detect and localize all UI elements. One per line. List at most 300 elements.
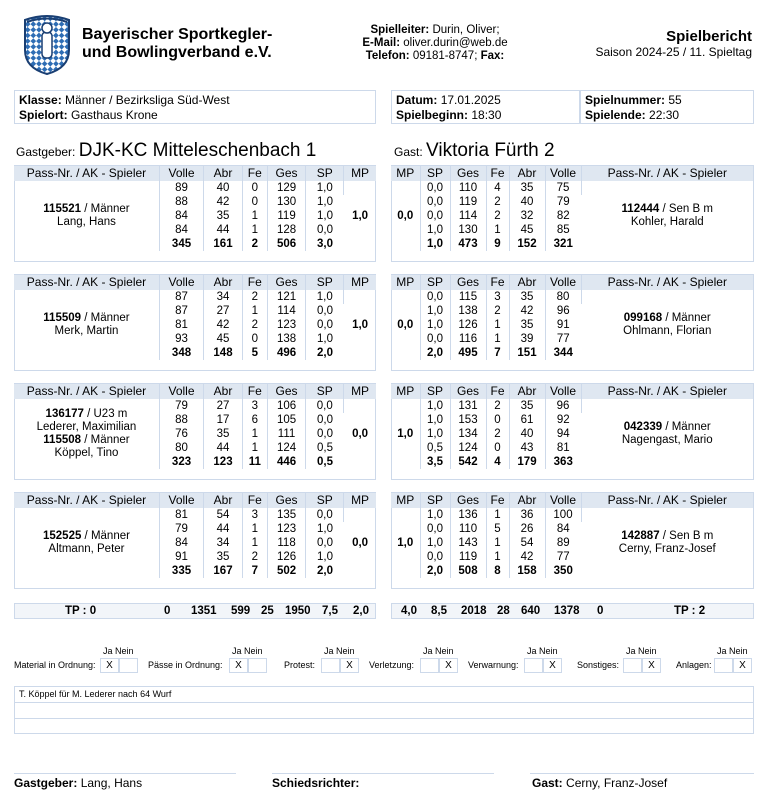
mp-cell: 0,0 xyxy=(391,181,420,251)
value-cell: 42 xyxy=(509,550,545,564)
column-header: Ges xyxy=(450,384,486,399)
value-cell: 1,0 xyxy=(306,290,344,304)
value-cell: 0,0 xyxy=(420,209,450,223)
value-cell: 61 xyxy=(509,413,545,427)
value-cell: 81 xyxy=(159,318,203,332)
value-cell: 2 xyxy=(242,237,267,251)
value-cell: 1,0 xyxy=(420,508,450,522)
column-header: Pass-Nr. / AK - Spieler xyxy=(14,493,159,508)
column-header: MP xyxy=(344,384,376,399)
pass-number: 115509 xyxy=(43,312,82,324)
value-cell: 34 xyxy=(204,536,243,550)
table-header-row xyxy=(14,166,376,181)
ja-checkbox[interactable]: X xyxy=(229,658,248,673)
value-cell: 179 xyxy=(509,455,545,469)
value-cell: 89 xyxy=(159,181,203,195)
value-cell: 323 xyxy=(159,455,203,469)
column-header: Fe xyxy=(486,275,509,290)
value-cell: 130 xyxy=(267,195,306,209)
table-header-row xyxy=(391,275,753,290)
value-cell: 87 xyxy=(159,290,203,304)
value-cell: 502 xyxy=(267,564,306,578)
value-cell: 1 xyxy=(242,441,267,455)
value-cell: 148 xyxy=(204,346,243,360)
value-cell: 35 xyxy=(509,399,545,413)
value-cell: 17 xyxy=(204,413,243,427)
mp-cell: 1,0 xyxy=(391,508,420,578)
value-cell: 35 xyxy=(204,209,243,223)
value-cell: 2 xyxy=(242,318,267,332)
value-cell: 0,0 xyxy=(420,332,450,346)
value-cell: 126 xyxy=(450,318,486,332)
value-cell: 1,0 xyxy=(420,536,450,550)
signature-line xyxy=(530,773,754,774)
age-class: / Männer xyxy=(662,312,711,324)
player-name: Altmann, Peter xyxy=(48,543,125,555)
value-cell: 81 xyxy=(159,508,203,522)
column-header: Fe xyxy=(486,384,509,399)
value-cell: 1,0 xyxy=(420,427,450,441)
value-cell: 136 xyxy=(450,508,486,522)
ja-checkbox[interactable] xyxy=(524,658,543,673)
value-cell: 363 xyxy=(553,456,573,468)
value-cell: 1,0 xyxy=(317,333,334,345)
value-cell: 446 xyxy=(267,455,306,469)
away-totals-row: 4,0 8,5 2018 28 640 1378 0 TP : 2 xyxy=(391,603,754,619)
value-cell: 1,0 xyxy=(420,223,450,237)
value-cell: 0,0 xyxy=(420,550,450,564)
value-cell: 110 xyxy=(450,522,486,536)
value-cell: 42 xyxy=(204,195,243,209)
home-game-table xyxy=(14,493,376,578)
value-cell: 167 xyxy=(204,564,243,578)
value-cell: 152 xyxy=(509,237,545,251)
value-cell: 76 xyxy=(159,427,203,441)
value-cell: 2,0 xyxy=(420,346,450,360)
value-cell: 40 xyxy=(509,427,545,441)
value-cell: 1,0 xyxy=(420,318,450,332)
nein-checkbox[interactable]: X xyxy=(340,658,359,673)
column-header: Abr xyxy=(509,275,545,290)
table-header-row xyxy=(14,384,376,399)
value-cell: 2 xyxy=(242,550,267,564)
check-label: Verwarnung: xyxy=(468,660,519,670)
contact-block: Spielleiter: Durin, Oliver; E-Mail: oliver.durin@web.de Telefon: 09181-8747; Fax: xyxy=(362,24,508,62)
value-cell: 43 xyxy=(509,441,545,455)
pass-number: 142887 xyxy=(621,530,660,542)
column-header: Pass-Nr. / AK - Spieler xyxy=(581,493,753,508)
value-cell: 7 xyxy=(242,564,267,578)
away-game-table xyxy=(391,493,753,578)
value-cell: 100 xyxy=(545,508,581,522)
value-cell: 131 xyxy=(450,399,486,413)
column-header: SP xyxy=(306,493,344,508)
value-cell: 135 xyxy=(267,508,306,522)
value-cell: 0,5 xyxy=(317,456,334,468)
value-cell: 106 xyxy=(267,399,306,413)
table-row xyxy=(14,181,376,195)
age-class: / Männer xyxy=(81,530,130,542)
value-cell: 26 xyxy=(509,522,545,536)
value-cell: 350 xyxy=(553,565,573,577)
value-cell: 35 xyxy=(509,181,545,195)
column-header: Fe xyxy=(242,384,267,399)
value-cell: 40 xyxy=(509,195,545,209)
nein-checkbox[interactable]: X xyxy=(543,658,562,673)
column-header: Ges xyxy=(450,493,486,508)
age-class: / Männer xyxy=(81,203,130,215)
value-cell: 118 xyxy=(267,536,306,550)
value-cell: 42 xyxy=(509,304,545,318)
value-cell: 0,0 xyxy=(420,195,450,209)
age-class: / Männer xyxy=(81,434,130,446)
pass-number: 115508 xyxy=(43,434,82,446)
value-cell: 116 xyxy=(450,332,486,346)
nein-checkbox[interactable]: X xyxy=(642,658,661,673)
table-header-row xyxy=(391,166,753,181)
value-cell: 0,0 xyxy=(420,290,450,304)
column-header: MP xyxy=(344,166,376,181)
value-cell: 1 xyxy=(486,332,509,346)
value-cell: 348 xyxy=(159,346,203,360)
value-cell: 3,5 xyxy=(420,455,450,469)
table-row xyxy=(14,290,376,304)
ja-nein-header: Ja Nein xyxy=(103,646,134,656)
pass-number: 115521 xyxy=(43,203,82,215)
value-cell: 91 xyxy=(556,319,570,331)
value-cell: 1,0 xyxy=(317,551,334,563)
report-heading: Spielbericht Saison 2024-25 / 11. Spieltag xyxy=(595,28,752,59)
column-header: MP xyxy=(391,384,420,399)
value-cell: 45 xyxy=(204,332,243,346)
player-name: Kohler, Harald xyxy=(630,216,704,228)
home-team-title: Gastgeber: DJK-KC Mitteleschenbach 1 xyxy=(16,140,317,161)
league-info-box: Klasse: Männer / Bezirksliga Süd-West Spielort: Gasthaus Krone xyxy=(14,90,376,124)
value-cell: 105 xyxy=(267,413,306,427)
column-header: Volle xyxy=(159,384,203,399)
organization-name: Bayerischer Sportkegler- und Bowlingverband e.V. xyxy=(82,26,273,61)
check-label: Protest: xyxy=(284,660,316,670)
mp-cell: 0,0 xyxy=(352,537,369,549)
value-cell: 35 xyxy=(509,318,545,332)
value-cell: 79 xyxy=(556,196,570,208)
value-cell: 0,5 xyxy=(420,441,450,455)
player-cell xyxy=(581,181,753,251)
ja-checkbox[interactable] xyxy=(714,658,733,673)
table-row xyxy=(391,508,753,522)
nein-checkbox[interactable] xyxy=(248,658,267,673)
value-cell: 0,0 xyxy=(420,522,450,536)
ja-nein-header: Ja Nein xyxy=(324,646,355,656)
column-header: Volle xyxy=(545,166,581,181)
column-header: Abr xyxy=(509,166,545,181)
value-cell: 2 xyxy=(486,304,509,318)
away-game-table xyxy=(391,384,753,469)
ja-checkbox[interactable] xyxy=(321,658,340,673)
column-header: Ges xyxy=(267,493,306,508)
value-cell: 2 xyxy=(486,399,509,413)
value-cell: 85 xyxy=(556,224,570,236)
value-cell: 11 xyxy=(242,455,267,469)
away-team-title: Gast: Viktoria Fürth 2 xyxy=(394,140,555,161)
value-cell: 124 xyxy=(267,441,306,455)
value-cell: 1,0 xyxy=(317,523,334,535)
player-name: Lederer, Maximilian xyxy=(36,421,137,433)
column-header: Fe xyxy=(242,275,267,290)
value-cell: 81 xyxy=(556,442,570,454)
value-cell: 34 xyxy=(204,290,243,304)
value-cell: 1 xyxy=(242,223,267,237)
value-cell: 84 xyxy=(159,209,203,223)
column-header: Abr xyxy=(204,493,243,508)
date-info-box: Datum: 17.01.2025 Spielbeginn: 18:30 xyxy=(391,90,580,124)
column-header: Fe xyxy=(242,493,267,508)
value-cell: 94 xyxy=(556,428,570,440)
value-cell: 138 xyxy=(450,304,486,318)
value-cell: 1 xyxy=(242,209,267,223)
value-cell: 0 xyxy=(242,181,267,195)
ja-nein-header: Ja Nein xyxy=(717,646,748,656)
value-cell: 82 xyxy=(556,210,570,222)
table-header-row xyxy=(391,384,753,399)
column-header: Fe xyxy=(486,493,509,508)
home-game-table xyxy=(14,275,376,360)
table-header-row xyxy=(14,275,376,290)
value-cell: 495 xyxy=(450,346,486,360)
value-cell: 0 xyxy=(486,441,509,455)
value-cell: 119 xyxy=(267,209,306,223)
column-header: SP xyxy=(420,384,450,399)
value-cell: 119 xyxy=(450,550,486,564)
column-header: MP xyxy=(391,166,420,181)
player-cell xyxy=(581,508,753,578)
value-cell: 335 xyxy=(159,564,203,578)
nein-checkbox[interactable]: X xyxy=(733,658,752,673)
value-cell: 153 xyxy=(450,413,486,427)
value-cell: 134 xyxy=(450,427,486,441)
value-cell: 80 xyxy=(545,290,581,304)
bavarian-logo-icon xyxy=(22,10,72,76)
value-cell: 88 xyxy=(159,195,203,209)
value-cell: 123 xyxy=(267,522,306,536)
value-cell: 84 xyxy=(159,223,203,237)
value-cell: 96 xyxy=(545,399,581,413)
value-cell: 0,5 xyxy=(317,442,334,454)
player-cell xyxy=(14,508,159,578)
player-name: Köppel, Tino xyxy=(54,447,119,459)
player-cell xyxy=(581,290,753,360)
column-header: Fe xyxy=(486,166,509,181)
value-cell: 3 xyxy=(242,508,267,522)
ja-checkbox[interactable]: X xyxy=(100,658,119,673)
nein-checkbox[interactable]: X xyxy=(439,658,458,673)
player-cell xyxy=(14,290,159,360)
value-cell: 27 xyxy=(204,399,243,413)
note-line xyxy=(15,719,753,734)
value-cell: 542 xyxy=(450,455,486,469)
column-header: SP xyxy=(420,166,450,181)
value-cell: 496 xyxy=(267,346,306,360)
column-header: Volle xyxy=(159,166,203,181)
column-header: Abr xyxy=(204,275,243,290)
check-label: Anlagen: xyxy=(676,660,712,670)
value-cell: 84 xyxy=(159,536,203,550)
value-cell: 130 xyxy=(450,223,486,237)
value-cell: 0,0 xyxy=(317,224,334,236)
value-cell: 1 xyxy=(486,550,509,564)
value-cell: 0,0 xyxy=(317,319,334,331)
home-game-table xyxy=(14,166,376,251)
value-cell: 79 xyxy=(159,522,203,536)
value-cell: 0,0 xyxy=(317,428,334,440)
column-header: Pass-Nr. / AK - Spieler xyxy=(14,275,159,290)
column-header: Volle xyxy=(545,384,581,399)
value-cell: 1 xyxy=(486,508,509,522)
value-cell: 138 xyxy=(267,332,306,346)
ja-nein-header: Ja Nein xyxy=(527,646,558,656)
age-class: / Männer xyxy=(81,312,130,324)
pass-number: 112444 xyxy=(621,203,660,215)
column-header: Volle xyxy=(159,275,203,290)
value-cell: 1 xyxy=(486,318,509,332)
ja-checkbox[interactable] xyxy=(623,658,642,673)
value-cell: 87 xyxy=(159,304,203,318)
column-header: Pass-Nr. / AK - Spieler xyxy=(581,384,753,399)
table-row xyxy=(391,290,753,304)
column-header: Abr xyxy=(509,384,545,399)
home-signature: Gastgeber: Lang, Hans xyxy=(14,776,143,790)
note-line xyxy=(15,703,753,719)
value-cell: 158 xyxy=(509,564,545,578)
value-cell: 2 xyxy=(242,290,267,304)
value-cell: 1,0 xyxy=(317,210,334,222)
column-header: Pass-Nr. / AK - Spieler xyxy=(581,166,753,181)
away-game-table xyxy=(391,166,753,251)
ja-checkbox[interactable] xyxy=(420,658,439,673)
mp-cell: 1,0 xyxy=(352,319,369,331)
note-line: T. Köppel für M. Lederer nach 64 Wurf xyxy=(15,687,753,703)
check-label: Pässe in Ordnung: xyxy=(148,660,223,670)
value-cell: 1,0 xyxy=(420,237,450,251)
value-cell: 54 xyxy=(204,508,243,522)
value-cell: 1,0 xyxy=(420,399,450,413)
value-cell: 508 xyxy=(450,564,486,578)
column-header: SP xyxy=(306,384,344,399)
player-name: Lang, Hans xyxy=(57,216,116,228)
column-header: Ges xyxy=(450,166,486,181)
value-cell: 114 xyxy=(267,304,306,318)
value-cell: 39 xyxy=(509,332,545,346)
value-cell: 2 xyxy=(486,209,509,223)
column-header: MP xyxy=(391,275,420,290)
mp-cell: 1,0 xyxy=(352,210,369,222)
value-cell: 2,0 xyxy=(317,347,334,359)
value-cell: 88 xyxy=(159,413,203,427)
away-game-table xyxy=(391,275,753,360)
pass-number: 042339 xyxy=(623,421,663,433)
column-header: Ges xyxy=(450,275,486,290)
value-cell: 2 xyxy=(486,427,509,441)
table-header-row xyxy=(391,493,753,508)
value-cell: 54 xyxy=(509,536,545,550)
table-row xyxy=(14,399,376,413)
pass-number: 099168 xyxy=(623,312,663,324)
value-cell: 84 xyxy=(556,523,570,535)
nein-checkbox[interactable] xyxy=(119,658,138,673)
value-cell: 44 xyxy=(204,441,243,455)
value-cell: 5 xyxy=(486,522,509,536)
pass-number: 136177 xyxy=(45,408,84,420)
value-cell: 0 xyxy=(242,332,267,346)
value-cell: 1 xyxy=(242,536,267,550)
value-cell: 35 xyxy=(204,427,243,441)
value-cell: 128 xyxy=(267,223,306,237)
column-header: SP xyxy=(306,275,344,290)
value-cell: 0,0 xyxy=(317,305,334,317)
value-cell: 44 xyxy=(204,522,243,536)
value-cell: 93 xyxy=(159,332,203,346)
column-header: MP xyxy=(344,275,376,290)
value-cell: 123 xyxy=(204,455,243,469)
value-cell: 119 xyxy=(450,195,486,209)
ja-nein-header: Ja Nein xyxy=(423,646,454,656)
check-label: Verletzung: xyxy=(369,660,415,670)
value-cell: 0,0 xyxy=(420,181,450,195)
column-header: Volle xyxy=(545,493,581,508)
column-header: Abr xyxy=(509,493,545,508)
check-label: Sonstiges: xyxy=(577,660,620,670)
value-cell: 40 xyxy=(204,181,243,195)
column-header: MP xyxy=(344,493,376,508)
value-cell: 2,0 xyxy=(420,564,450,578)
value-cell: 1,0 xyxy=(317,196,334,208)
value-cell: 44 xyxy=(204,223,243,237)
value-cell: 45 xyxy=(509,223,545,237)
column-header: Ges xyxy=(267,384,306,399)
player-cell xyxy=(14,399,159,469)
value-cell: 0,0 xyxy=(317,537,334,549)
value-cell: 1 xyxy=(486,223,509,237)
check-label: Material in Ordnung: xyxy=(14,660,96,670)
value-cell: 0 xyxy=(242,195,267,209)
value-cell: 27 xyxy=(204,304,243,318)
value-cell: 114 xyxy=(450,209,486,223)
value-cell: 35 xyxy=(204,550,243,564)
value-cell: 2,0 xyxy=(317,565,334,577)
value-cell: 1 xyxy=(486,536,509,550)
signature-line xyxy=(14,773,236,774)
value-cell: 3,0 xyxy=(317,238,334,250)
value-cell: 42 xyxy=(204,318,243,332)
value-cell: 321 xyxy=(553,238,573,250)
player-name: Ohlmann, Florian xyxy=(623,325,712,337)
value-cell: 5 xyxy=(242,346,267,360)
value-cell: 110 xyxy=(450,181,486,195)
value-cell: 111 xyxy=(267,427,306,441)
age-class: / U23 m xyxy=(83,408,128,420)
age-class: / Sen B m xyxy=(659,203,713,215)
value-cell: 473 xyxy=(450,237,486,251)
value-cell: 344 xyxy=(553,347,573,359)
value-cell: 129 xyxy=(267,181,306,195)
mp-cell: 1,0 xyxy=(391,399,420,469)
age-class: / Männer xyxy=(662,421,711,433)
value-cell: 77 xyxy=(556,333,570,345)
value-cell: 1,0 xyxy=(420,304,450,318)
value-cell: 9 xyxy=(486,237,509,251)
column-header: Pass-Nr. / AK - Spieler xyxy=(581,275,753,290)
value-cell: 3 xyxy=(486,290,509,304)
